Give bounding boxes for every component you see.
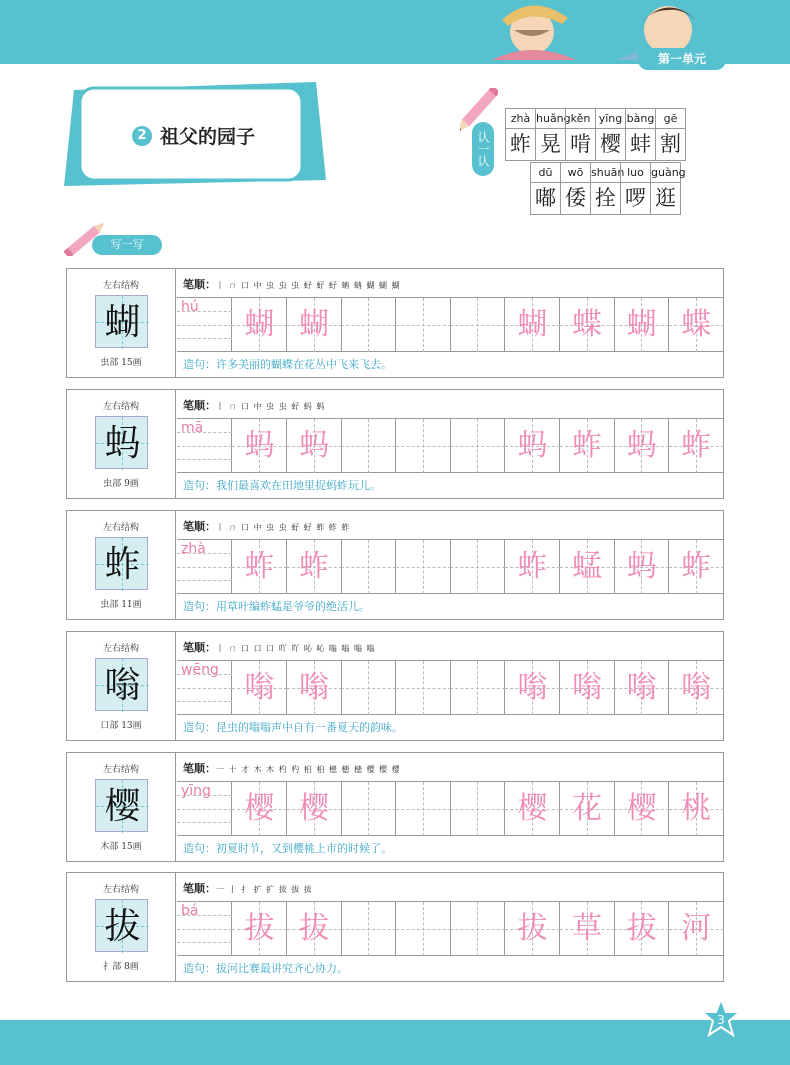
stroke-sequence: 丨 ㄇ 口 中 虫 虫 虸 蚂 蚂 xyxy=(216,402,326,411)
practice-cell[interactable] xyxy=(341,782,396,836)
practice-cell[interactable] xyxy=(669,661,724,715)
practice-cell[interactable] xyxy=(232,540,287,594)
practice-char: 蝴 xyxy=(244,307,275,342)
practice-char: 花 xyxy=(572,791,603,826)
practice-card xyxy=(66,631,724,741)
practice-cell[interactable] xyxy=(287,782,342,836)
stroke-sequence: 一 亅 扌 扩 扩 拔 拔 拔 xyxy=(216,885,313,894)
practice-char xyxy=(341,540,396,594)
example-sentence: 造句：我们最喜欢在田地里捉蚂蚱玩儿。 xyxy=(183,479,381,492)
practice-cell[interactable] xyxy=(396,419,451,473)
recognize-pinyin: zhà xyxy=(506,109,535,129)
practice-char: 桃 xyxy=(681,791,712,826)
char-info-panel xyxy=(67,873,176,981)
recognize-row-2 xyxy=(531,162,686,215)
practice-cell[interactable] xyxy=(341,540,396,594)
radical-label: 口部 13画 xyxy=(100,721,142,731)
recognize-pinyin: shuān xyxy=(591,163,620,183)
pinyin-cell[interactable] xyxy=(177,540,232,594)
practice-card xyxy=(66,510,724,620)
example-sentence: 造句：许多美丽的蝴蝶在花丛中飞来飞去。 xyxy=(183,358,392,371)
practice-cell[interactable] xyxy=(287,902,342,956)
recognize-char-cell xyxy=(535,108,571,161)
practice-cell[interactable] xyxy=(287,298,342,352)
stroke-order xyxy=(183,396,713,416)
practice-cell[interactable] xyxy=(614,298,669,352)
writing-row xyxy=(177,539,723,594)
stroke-order xyxy=(183,517,713,537)
radical-label: 虫部 9画 xyxy=(103,479,139,489)
recognize-char-cell xyxy=(595,108,626,161)
unit-tab: 第一单元 xyxy=(638,48,726,70)
recognize-char-cell xyxy=(620,162,651,215)
stroke-order-label: 笔顺： xyxy=(183,520,216,533)
practice-cell[interactable] xyxy=(396,540,451,594)
practice-cell[interactable] xyxy=(614,902,669,956)
practice-char: 蚱 xyxy=(299,549,330,584)
recognize-hanzi: 蚱 xyxy=(510,132,531,156)
char-info-panel xyxy=(67,269,176,377)
writing-row xyxy=(177,781,723,836)
pinyin-text: bá xyxy=(181,903,199,919)
recognize-hanzi: 倭 xyxy=(565,186,586,210)
practice-char xyxy=(341,782,396,836)
recognize-pinyin: kěn xyxy=(566,109,595,129)
practice-char xyxy=(450,419,505,473)
writing-row xyxy=(177,418,723,473)
practice-cell[interactable] xyxy=(669,540,724,594)
recognize-pinyin: luo xyxy=(621,163,650,183)
practice-cell[interactable] xyxy=(232,419,287,473)
model-char-box xyxy=(95,779,148,832)
recognize-char-cell xyxy=(655,108,686,161)
stroke-sequence: 一 十 才 木 木 杓 杓 桕 桕 槵 槵 槵 樱 樱 樱 xyxy=(216,765,401,774)
pinyin-text: zhà xyxy=(181,541,206,557)
model-char: 拔 xyxy=(104,906,141,947)
practice-char: 嗡 xyxy=(572,670,603,705)
example-sentence: 造句：昆虫的嗡嗡声中自有一番夏天的韵味。 xyxy=(183,721,403,734)
practice-cell[interactable] xyxy=(450,540,505,594)
lesson-title-text: 祖父的园子 xyxy=(160,126,256,148)
practice-char xyxy=(396,902,451,956)
practice-char: 蚂 xyxy=(626,549,657,584)
practice-cell[interactable] xyxy=(505,661,560,715)
write-section-label: 写一写 xyxy=(92,235,162,255)
recognize-hanzi: 啃 xyxy=(570,132,591,156)
model-char: 蚱 xyxy=(104,544,141,585)
char-info-panel xyxy=(67,390,176,498)
practice-char: 樱 xyxy=(626,791,657,826)
model-char: 蝴 xyxy=(104,302,141,343)
practice-char: 拔 xyxy=(517,911,548,946)
practice-char: 蚱 xyxy=(517,549,548,584)
practice-cell[interactable] xyxy=(232,782,287,836)
practice-char: 草 xyxy=(572,911,603,946)
stroke-order-label: 笔顺： xyxy=(183,882,216,895)
practice-cell[interactable] xyxy=(669,902,724,956)
practice-cell[interactable] xyxy=(669,782,724,836)
pinyin-text: hú xyxy=(181,299,199,315)
stroke-sequence: 丨 ㄇ 口 中 虫 虫 虫 虸 虸 虸 蚺 蚺 蝴 蝴 蝴 xyxy=(216,281,401,290)
practice-char xyxy=(341,298,396,352)
practice-cell[interactable] xyxy=(341,902,396,956)
practice-char xyxy=(396,782,451,836)
practice-char xyxy=(341,661,396,715)
practice-char: 蝶 xyxy=(572,307,603,342)
radical-label: 木部 15画 xyxy=(100,842,142,852)
practice-char: 拔 xyxy=(244,911,275,946)
practice-cell[interactable] xyxy=(505,419,560,473)
practice-char xyxy=(396,298,451,352)
practice-char: 蚱 xyxy=(244,549,275,584)
practice-char: 樱 xyxy=(244,791,275,826)
structure-label: 左右结构 xyxy=(102,402,139,412)
practice-char: 樱 xyxy=(517,791,548,826)
practice-cell[interactable] xyxy=(505,540,560,594)
pinyin-cell[interactable] xyxy=(177,419,232,473)
pinyin-text: mā xyxy=(181,420,204,436)
practice-cell[interactable] xyxy=(560,661,615,715)
radical-label: 扌部 8画 xyxy=(103,962,139,972)
practice-char: 蝴 xyxy=(517,307,548,342)
stroke-order-label: 笔顺： xyxy=(183,278,216,291)
page-number-star xyxy=(700,997,742,1039)
model-char: 嗡 xyxy=(104,665,141,706)
practice-char: 蚱 xyxy=(572,428,603,463)
stroke-sequence: 丨 ㄇ 口 中 虫 虫 虸 虸 蚱 蚱 蚱 xyxy=(216,523,351,532)
practice-char: 河 xyxy=(681,911,712,946)
practice-card xyxy=(66,389,724,499)
practice-cell[interactable] xyxy=(450,902,505,956)
practice-cell[interactable] xyxy=(287,661,342,715)
practice-cell[interactable] xyxy=(341,419,396,473)
char-info-panel xyxy=(67,753,176,861)
practice-card xyxy=(66,752,724,862)
practice-cell[interactable] xyxy=(232,902,287,956)
recognize-hanzi: 晃 xyxy=(540,132,561,156)
practice-card xyxy=(66,872,724,982)
practice-cell[interactable] xyxy=(505,298,560,352)
structure-label: 左右结构 xyxy=(102,885,139,895)
recognize-char-cell xyxy=(650,162,686,215)
recognize-char-cell xyxy=(560,162,591,215)
practice-cell[interactable] xyxy=(614,419,669,473)
practice-char xyxy=(341,419,396,473)
pinyin-cell[interactable] xyxy=(177,298,232,352)
stroke-order-label: 笔顺： xyxy=(183,641,216,654)
model-char-box xyxy=(95,416,148,469)
practice-cell[interactable] xyxy=(669,419,724,473)
practice-cell[interactable] xyxy=(505,782,560,836)
practice-char: 蚂 xyxy=(244,428,275,463)
practice-char xyxy=(450,782,505,836)
structure-label: 左右结构 xyxy=(102,644,139,654)
practice-cell[interactable] xyxy=(614,540,669,594)
stroke-order-label: 笔顺： xyxy=(183,762,216,775)
practice-char xyxy=(450,902,505,956)
example-sentence: 造句：用草叶编蚱蜢是爷爷的绝活儿。 xyxy=(183,600,370,613)
recognize-pinyin: bàng xyxy=(626,109,655,129)
practice-cell[interactable] xyxy=(396,782,451,836)
practice-cell[interactable] xyxy=(669,298,724,352)
recognize-row-1 xyxy=(506,108,686,161)
recognize-pinyin: dū xyxy=(531,163,560,183)
recognize-char-cell xyxy=(565,108,596,161)
practice-char: 嗡 xyxy=(244,670,275,705)
practice-char: 蚂 xyxy=(299,428,330,463)
recognize-char-cell xyxy=(590,162,625,215)
page-number: 3 xyxy=(717,1013,725,1027)
writing-row xyxy=(177,297,723,352)
practice-cell[interactable] xyxy=(614,782,669,836)
practice-char: 嗡 xyxy=(626,670,657,705)
pinyin-text: yīng xyxy=(181,783,211,799)
practice-char xyxy=(396,540,451,594)
practice-cell[interactable] xyxy=(341,298,396,352)
stroke-order xyxy=(183,638,713,658)
recognize-char-cell xyxy=(530,162,561,215)
recognize-pinyin: gē xyxy=(656,109,685,129)
practice-cell[interactable] xyxy=(450,782,505,836)
practice-char xyxy=(341,902,396,956)
practice-cell[interactable] xyxy=(505,902,560,956)
practice-char: 蚱 xyxy=(681,549,712,584)
practice-cell[interactable] xyxy=(560,782,615,836)
recognize-hanzi: 拴 xyxy=(595,186,616,210)
practice-card xyxy=(66,268,724,378)
structure-label: 左右结构 xyxy=(102,765,139,775)
practice-char: 蚂 xyxy=(626,428,657,463)
recognize-char-cell xyxy=(505,108,536,161)
model-char: 蚂 xyxy=(104,423,141,464)
char-info-panel xyxy=(67,511,176,619)
practice-char: 嗡 xyxy=(299,670,330,705)
recognize-pinyin: guàng xyxy=(651,163,680,183)
lesson-title xyxy=(132,122,255,149)
pinyin-cell[interactable] xyxy=(177,782,232,836)
char-info-panel xyxy=(67,632,176,740)
practice-cell[interactable] xyxy=(287,419,342,473)
practice-cell[interactable] xyxy=(287,540,342,594)
recognize-hanzi: 啰 xyxy=(625,186,646,210)
practice-char: 蜢 xyxy=(572,549,603,584)
recognize-pinyin: huǎng xyxy=(536,109,565,129)
practice-char xyxy=(396,661,451,715)
recognize-label: 认一认 xyxy=(472,122,494,176)
structure-label: 左右结构 xyxy=(102,281,139,291)
practice-char xyxy=(450,298,505,352)
recognize-hanzi: 逛 xyxy=(655,186,676,210)
stroke-order-label: 笔顺： xyxy=(183,399,216,412)
practice-cell[interactable] xyxy=(396,902,451,956)
model-char-box xyxy=(95,537,148,590)
pinyin-cell[interactable] xyxy=(177,661,232,715)
practice-char: 蝴 xyxy=(299,307,330,342)
practice-cell[interactable] xyxy=(560,419,615,473)
practice-char: 拔 xyxy=(626,911,657,946)
model-char-box xyxy=(95,295,148,348)
model-char-box xyxy=(95,899,148,952)
radical-label: 虫部 15画 xyxy=(100,358,142,368)
practice-char: 嗡 xyxy=(517,670,548,705)
recognize-pinyin: yīng xyxy=(596,109,625,129)
practice-cell[interactable] xyxy=(396,298,451,352)
recognize-hanzi: 樱 xyxy=(600,132,621,156)
practice-cell[interactable] xyxy=(396,661,451,715)
example-sentence: 造句：初夏时节，又到樱桃上市的时候了。 xyxy=(183,842,392,855)
practice-char: 蚂 xyxy=(517,428,548,463)
recognize-hanzi: 割 xyxy=(660,132,681,156)
pinyin-text: wēng xyxy=(181,662,219,678)
practice-cell[interactable] xyxy=(450,419,505,473)
model-char-box xyxy=(95,658,148,711)
practice-char xyxy=(396,419,451,473)
stroke-order xyxy=(183,275,713,295)
practice-char: 拔 xyxy=(299,911,330,946)
practice-cell[interactable] xyxy=(560,902,615,956)
stroke-order xyxy=(183,879,713,899)
pinyin-cell[interactable] xyxy=(177,902,232,956)
recognize-pinyin: wō xyxy=(561,163,590,183)
practice-cell[interactable] xyxy=(232,298,287,352)
recognize-hanzi: 蚌 xyxy=(630,132,651,156)
practice-char: 蚱 xyxy=(681,428,712,463)
radical-label: 虫部 11画 xyxy=(100,600,142,610)
bottom-banner xyxy=(0,1020,790,1065)
practice-char xyxy=(450,661,505,715)
practice-cell[interactable] xyxy=(450,661,505,715)
recognize-char-cell xyxy=(625,108,656,161)
recognize-hanzi: 嘟 xyxy=(535,186,556,210)
practice-cell[interactable] xyxy=(560,298,615,352)
example-sentence: 造句：拔河比赛最讲究齐心协力。 xyxy=(183,962,348,975)
practice-char: 樱 xyxy=(299,791,330,826)
practice-char: 蝴 xyxy=(626,307,657,342)
practice-char: 蝶 xyxy=(681,307,712,342)
practice-cell[interactable] xyxy=(450,298,505,352)
stroke-sequence: 丨 ㄇ 口 口 口 吖 吖 吣 吣 嗡 嗡 嗡 嗡 xyxy=(216,644,376,653)
writing-row xyxy=(177,660,723,715)
practice-cell[interactable] xyxy=(232,661,287,715)
practice-cell[interactable] xyxy=(341,661,396,715)
model-char: 樱 xyxy=(104,786,141,827)
practice-cell[interactable] xyxy=(560,540,615,594)
lesson-number-badge: 2 xyxy=(132,126,152,146)
practice-char xyxy=(450,540,505,594)
structure-label: 左右结构 xyxy=(102,523,139,533)
stroke-order xyxy=(183,759,713,779)
practice-char: 嗡 xyxy=(681,670,712,705)
practice-cell[interactable] xyxy=(614,661,669,715)
writing-row xyxy=(177,901,723,956)
